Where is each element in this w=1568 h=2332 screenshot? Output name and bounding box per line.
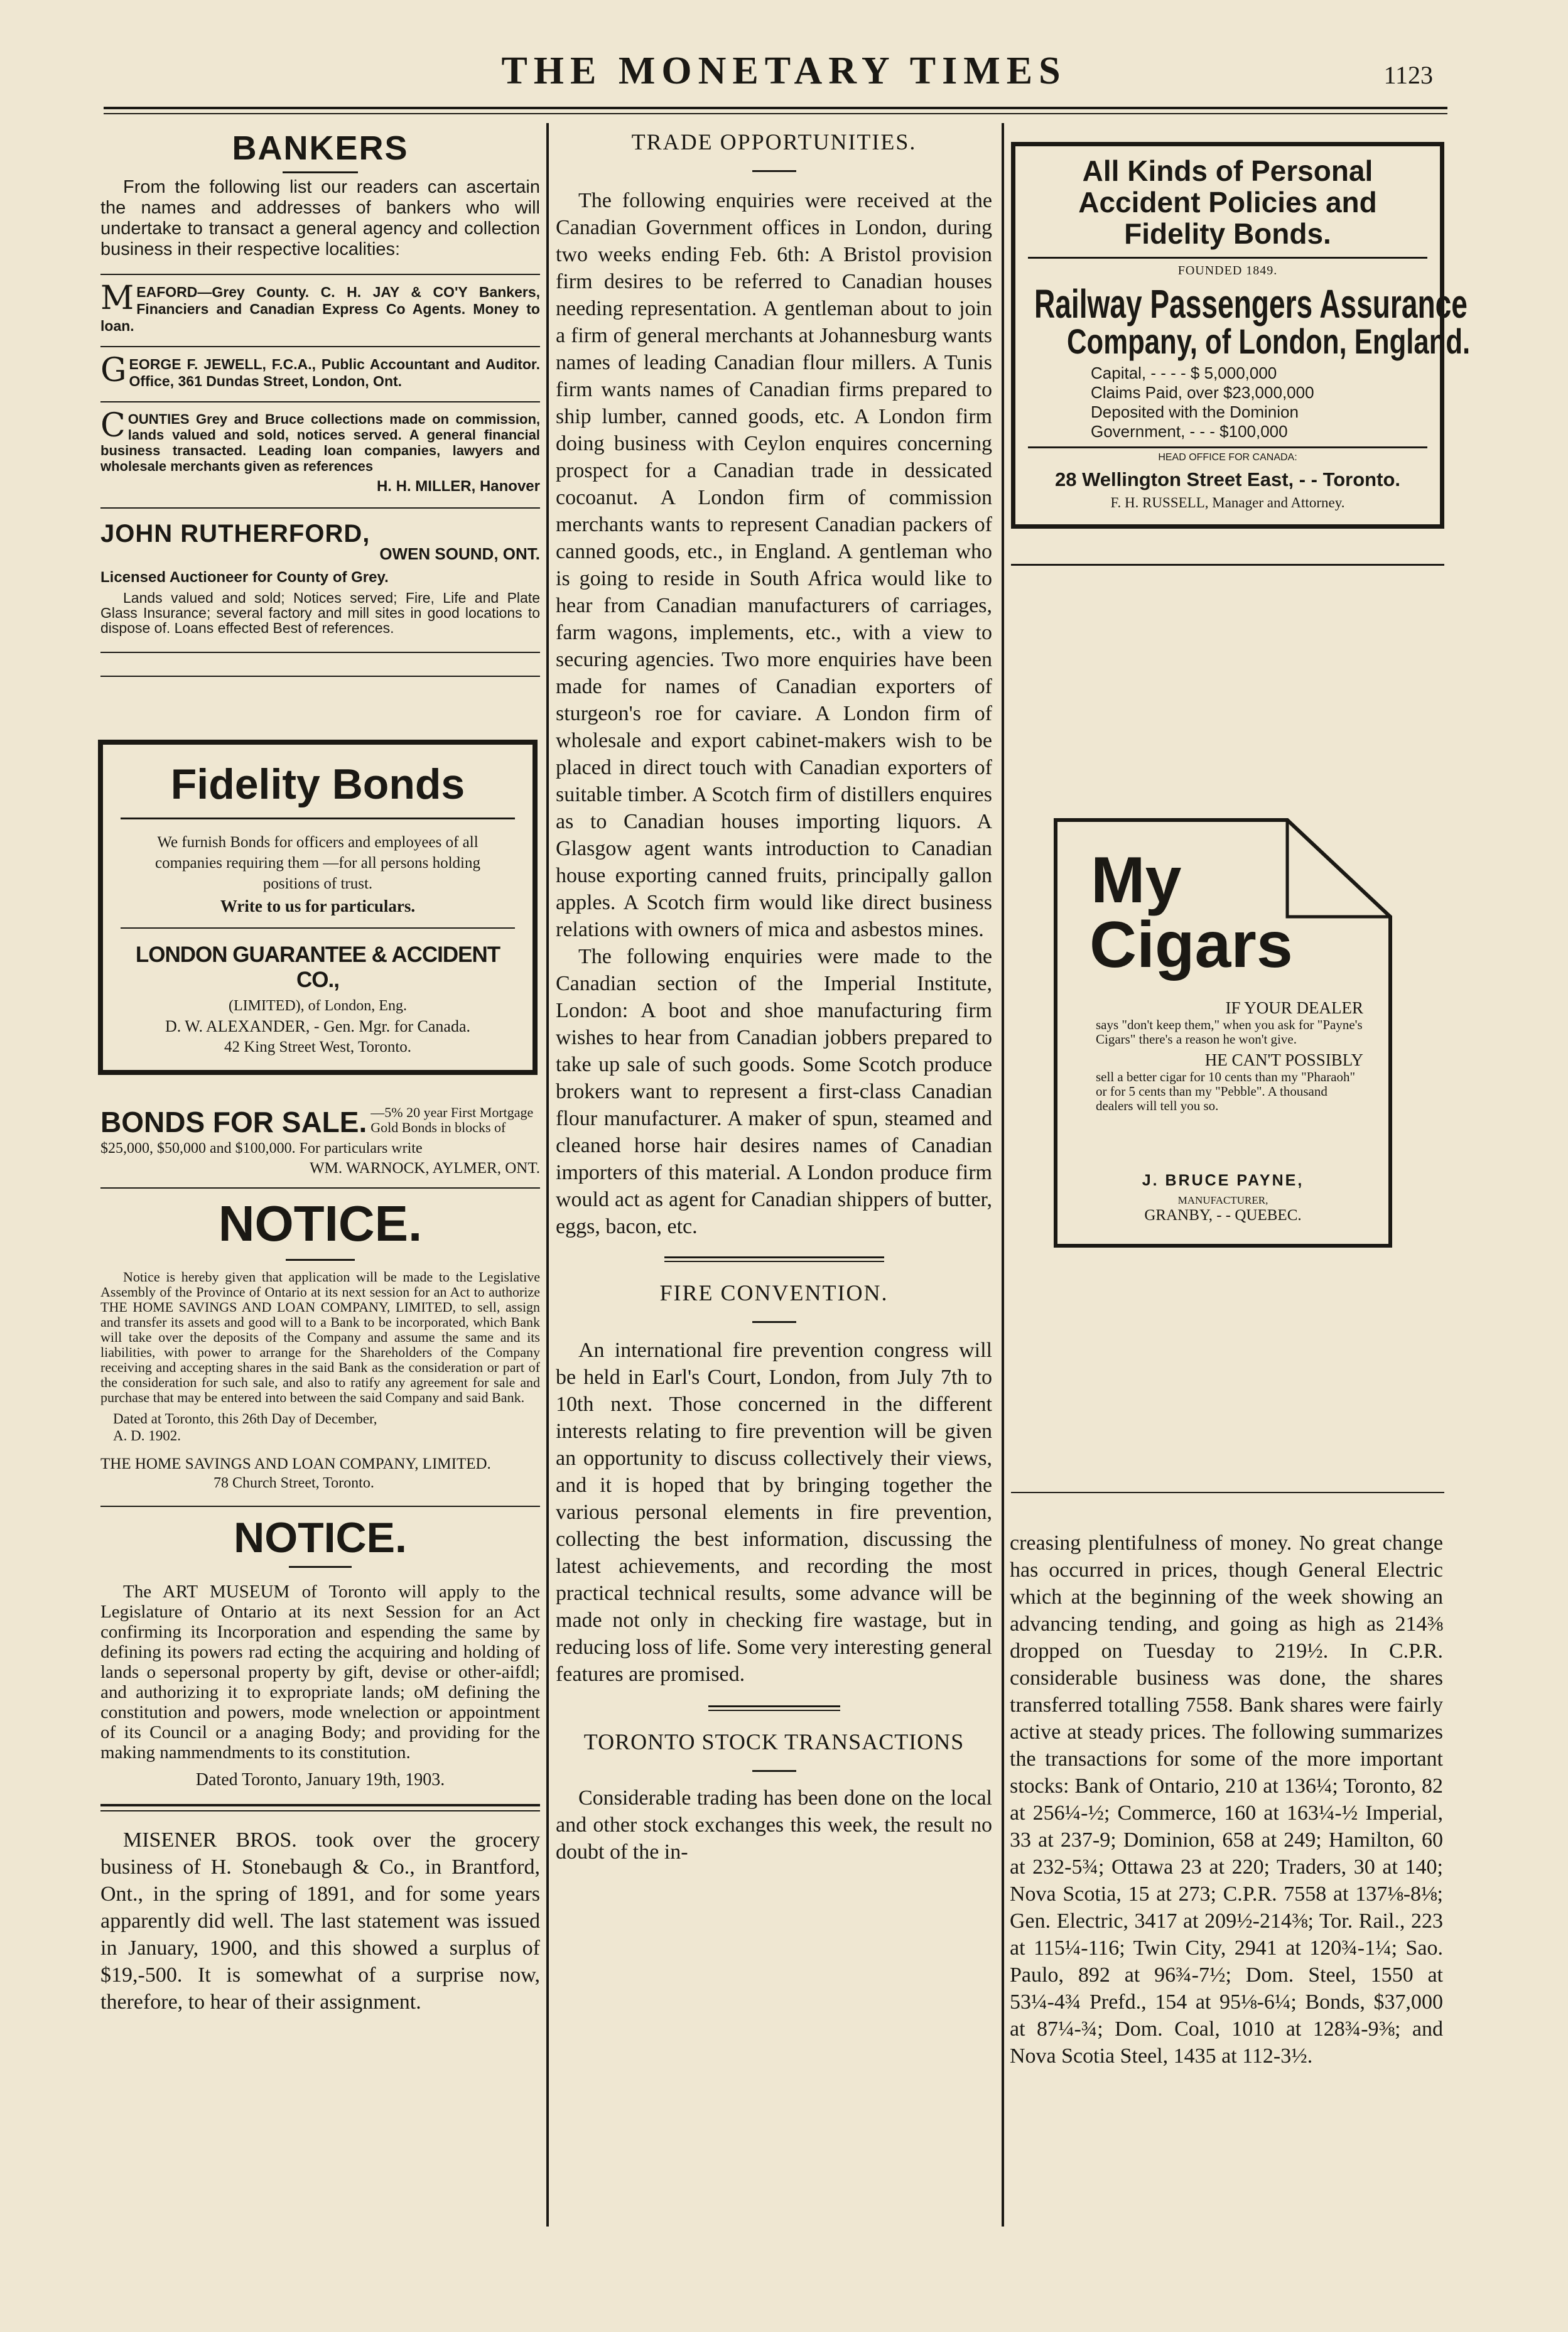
- banker-entry-text: EORGE F. JEWELL, F.C.A., Public Accountant and Auditor. Office, 361 Dundas Street, London, Ont.: [129, 356, 540, 389]
- cigars-place: GRANBY, - - QUEBEC.: [1144, 1207, 1302, 1224]
- railway-head-office: HEAD OFFICE FOR CANADA:: [1158, 452, 1297, 463]
- notice1-dated: Dated at Toronto, this 26th Day of December, A. D. 1902.: [113, 1411, 377, 1444]
- fidelity-line2: Write to us for particulars.: [220, 897, 416, 915]
- cigars-text: [1096, 998, 1366, 1113]
- bonds-for-sale-ad: [100, 1105, 540, 1177]
- notice2-dated: Dated Toronto, January 19th, 1903.: [195, 1770, 445, 1789]
- column-divider: [546, 123, 549, 2227]
- bonds-text2: $25,000, $50,000 and $100,000. For particulars write: [100, 1140, 423, 1157]
- stock-transactions-continued: creasing plentifulness of money. No great change has occurred in prices, though General Electric which at the beginning of the week showing an advancing tending, and going as high as 214⅜ dropped on Tuesday to 219½. In C.P.R. considerable business was done, the shares transferred totalling 7558. Bank shares were fairly active at steady prices. The following summarizes the transactions for some of the more important stocks: Bank of Ontario, 210 at 136¼; Toronto, 82 at 256¼-½; Commerce, 160 at 163¼-½ Imperial, 33 at 237-9; Dominion, 658 at 249; Hamilton, 60 at 232-5¾; Ottawa 23 at 220; Traders, 30 at 140; Nova Scotia, 15 at 273; C.P.R. 7558 at 137⅛-8⅛; Gen. Electric, 3417 at 209½-214⅜; Tor. Rail., 223 at 115¼-116; Twin City, 2941 at 120¾-1¼; Sao. Paulo, 892 at 96¾-7½; Dom. Steel, 1550 at 53¼-4¾ Prefd., 154 at 95⅛-6¼; Bonds, $37,000 at 87¼-¾; Dom. Coal, 1010 at 128¾-9⅜; and Nova Scotia Steel, 1435 at 112-3½.: [1010, 1531, 1443, 2068]
- railway-headline: All Kinds of Personal Accident Policies and Fidelity Bonds.: [1078, 154, 1377, 250]
- cigars-maker-sub: MANUFACTURER,: [1177, 1194, 1268, 1206]
- title-rule: [752, 170, 796, 172]
- divider: [100, 676, 540, 677]
- notice1-title: NOTICE.: [218, 1196, 423, 1251]
- divider: [1011, 1492, 1444, 1493]
- fidelity-bonds-ad: [98, 740, 538, 1075]
- left-column-lower: [100, 1105, 540, 2016]
- fire-paragraph: An international fire prevention congress will be held in Earl's Court, London, from July 7th to 10th next. Those concerned in the different interests relating to fire prevention will be given an opportunity to discuss collectively their views, and it is hoped that by bringing together the various personal elements in fire prevention, collecting the best information, discussing the latest achievements, and recording the most practical technical results, some advance will be made not only in checking fire wastage, but in reducing loss of life. Some very interesting general features are promised.: [556, 1339, 992, 1686]
- divider: [100, 274, 540, 275]
- railway-manager: F. H. RUSSELL, Manager and Attorney.: [1110, 495, 1345, 510]
- divider: [1011, 564, 1444, 566]
- fire-title: FIRE CONVENTION.: [659, 1280, 889, 1305]
- railway-name1: Railway Passengers Assurance: [1034, 281, 1468, 327]
- bankers-title: BANKERS: [232, 129, 409, 167]
- railway-passengers-ad: [1011, 142, 1471, 529]
- railway-capital: Capital, - - - - $ 5,000,000: [1091, 364, 1277, 382]
- left-column: [100, 129, 540, 677]
- title-rule: [289, 1566, 352, 1568]
- rutherford-place: OWEN SOUND, ONT.: [379, 544, 540, 563]
- cigars-title2: Cigars: [1089, 909, 1293, 981]
- cigars-p1-body: says "don't keep them," when you ask for "Payne's Cigars" there's a reason he won't give.: [1096, 1017, 1363, 1047]
- divider: [121, 927, 515, 929]
- drop-initial: G: [100, 352, 127, 389]
- fidelity-address: 42 King Street West, Toronto.: [224, 1039, 412, 1055]
- trade-title: TRADE OPPORTUNITIES.: [631, 129, 917, 154]
- divider: [1028, 446, 1427, 448]
- toronto-title: TORONTO STOCK TRANSACTIONS: [583, 1729, 965, 1754]
- railway-address: 28 Wellington Street East, - - Toronto.: [1055, 468, 1400, 490]
- toronto-paragraph: Considerable trading has been done on the local and other stock exchanges this week, the result no doubt of the in-: [556, 1786, 992, 1864]
- notice1-address: 78 Church Street, Toronto.: [214, 1475, 374, 1491]
- notice1-body: Notice is hereby given that application will be made to the Legislative Assembly of the Province of Ontario at its next session for an Act to authorize THE HOME SAVINGS AND LOAN COMPANY, LIMITED, to sell, assign and transfer its assets and good will to a Bank to be incorporated, which Bank will take over the deposits of the Company and assume the same and its liabilities, with power to arrange for the Shareholders of the Company receiving and accepting shares in the said Bank as the consideration or part of the consideration for such sale, and also to ratify any agreement for sale and purchase that may be entered into between the said Company and said Bank.: [100, 1269, 540, 1405]
- title-rule: [752, 1770, 796, 1772]
- divider: [1028, 257, 1427, 259]
- section-divider: [708, 1705, 840, 1707]
- rutherford-licensed: Licensed Auctioneer for County of Grey.: [100, 569, 389, 586]
- section-divider: [708, 1710, 840, 1711]
- railway-claims: Claims Paid, over $23,000,000: [1091, 383, 1314, 402]
- trade-paragraph: The following enquiries were made to the Canadian section of the Imperial Institute, London: A boot and shoe manufacturing firm wishes to hear from Canadian jobbers prepared to take up sale of such goods. Some Scotch produce brokers want to represent a first-class Canadian flour manufacturer. A maker of spun, steamed and cleaned horse hair desires names of Canadian importers of this material. A London produce firm would act as agent for Canadian shippers of butter, eggs, bacon, etc.: [556, 945, 992, 1238]
- title-rule: [752, 1321, 796, 1323]
- railway-founded: FOUNDED 1849.: [1177, 264, 1278, 278]
- header-rule-thin: [104, 113, 1447, 114]
- bonds-text1: —5% 20 year First Mortgage Gold Bonds in blocks of: [370, 1104, 534, 1135]
- cigars-p1-head: IF YOUR DEALER: [1225, 998, 1363, 1017]
- bankers-intro: From the following list our readers can ascertain the names and addresses of bankers who will undertake to transact a general agency and collection business in their respective localities:: [100, 177, 540, 259]
- bonds-title: BONDS FOR SALE.: [100, 1106, 367, 1138]
- banker-entry-text: OUNTIES Grey and Bruce collections made on commission, lands valued and sold, notices served. A general financial business transacted. Leading loan companies, lawyers and wholesale merchants given as references: [100, 411, 540, 474]
- fidelity-line1: We furnish Bonds for officers and employees of all companies requiring them —for all persons holding positions of trust.: [155, 834, 480, 892]
- banker-signature: H. H. MILLER, Hanover: [376, 478, 540, 495]
- divider: [100, 1187, 540, 1189]
- section-divider: [664, 1261, 884, 1262]
- divider: [100, 507, 540, 509]
- banker-entry: [100, 407, 540, 495]
- railway-name-wrap: [1028, 281, 1468, 327]
- railway-name2: Company, of London, England.: [1067, 321, 1471, 361]
- fidelity-title: Fidelity Bonds: [170, 760, 465, 808]
- cigars-title1: My: [1091, 844, 1182, 917]
- rutherford-ad: [100, 520, 540, 635]
- notice2-title: NOTICE.: [234, 1514, 407, 1562]
- title-rule: [286, 1259, 355, 1261]
- trade-paragraph: The following enquiries were received at the Canadian Government offices in London, during two weeks ending Feb. 6th: A Bristol provision firm desires to be referred to Canadian houses needing representation. A gentleman about to join a firm of general merchants at Johannesburg wants names of leading Canadian flour millers. A Tunis firm wants names of Canadian firms prepared to ship lumber, canned goods, etc. A London firm doing business with Ceylon enquires concerning prospect for a Canadian trade in dessicated cocoanut. A London firm of commission merchants wants to represent Canadian packers of canned goods, etc., in England. A gentleman who is going to reside in South Africa would like to hear from Canadian manufacturers of carriages, farm wagons, implements, etc., with a view to securing agencies. Two more enquiries have been made for names of Canadian exporters of sturgeon's roe for caviare. A London firm of wholesale and export cabinet-makers wish to be placed in direct touch with Canadian exporters of suitable timber. A Scotch firm of distillers enquires as to Canadian houses importing liquors. A Glasgow agent wants introduction to Canadian house exporting canned fruits, principally gallon apples. A Scotch firm would like direct business relations with owners of mica and asbestos mines.: [556, 189, 992, 941]
- rutherford-name: JOHN RUTHERFORD,: [100, 520, 370, 548]
- title-rule: [283, 171, 358, 173]
- fidelity-manager: D. W. ALEXANDER, - Gen. Mgr. for Canada.: [165, 1017, 470, 1035]
- cigars-ad: [1052, 816, 1394, 1250]
- banker-entry: [100, 352, 540, 390]
- misener-article: MISENER BROS. took over the grocery business of H. Stonebaugh & Co., in Brantford, Ont., in the spring of 1891, and for some years apparently did well. The last statement was issued in January, 1900, and this showed a surplus of $19,-500. It is somewhat of a surprise now, therefore, to hear of their assignment.: [100, 1828, 540, 2014]
- cigars-p2-body: sell a better cigar for 10 cents than my "Pharaoh" or for 5 cents than my "Pebble". A thousand dealers will tell you so.: [1096, 1069, 1356, 1113]
- banker-entry-text: EAFORD—Grey County. C. H. JAY & CO'Y Bankers, Financiers and Canadian Express Co Agents. Money to loan.: [100, 284, 540, 334]
- divider: [121, 818, 515, 819]
- divider: [100, 1506, 540, 1507]
- divider: [100, 401, 540, 402]
- fidelity-company: LONDON GUARANTEE & ACCIDENT CO.,: [135, 942, 500, 992]
- cigars-p2-head: HE CAN'T POSSIBLY: [1204, 1050, 1363, 1069]
- banker-entry: [100, 279, 540, 335]
- notice2-body: The ART MUSEUM of Toronto will apply to the Legislature of Ontario at its next Session for an Act confirming its Incorporation and espending the same by defining its powers rad ecting the acquiring and holding of lands o sepersonal property by gift, devise or other-aifdl; and authorizing it to expropriate lands; oM defining the constitution and powers, mode wnelection or appointment of its Council or a anaging Body; and providing for the making nammendments to its constitution.: [100, 1582, 540, 1762]
- divider: [100, 1804, 540, 1806]
- drop-initial: C: [100, 407, 126, 445]
- column-divider: [1002, 123, 1004, 2227]
- publication-title: THE MONETARY TIMES: [501, 50, 1067, 92]
- divider: [100, 1810, 540, 1811]
- header-rule: [104, 107, 1447, 109]
- cigars-maker: J. BRUCE PAYNE,: [1142, 1172, 1304, 1189]
- railway-name-wrap2: [1028, 321, 1471, 361]
- middle-column: [556, 129, 992, 1865]
- bonds-signature: WM. WARNOCK, AYLMER, ONT.: [310, 1160, 540, 1177]
- railway-deposited2: Government, - - - $100,000: [1091, 422, 1288, 441]
- divider: [100, 346, 540, 347]
- railway-deposited1: Deposited with the Dominion: [1091, 402, 1299, 421]
- divider: [100, 652, 540, 653]
- section-divider: [664, 1256, 884, 1258]
- drop-initial: M: [100, 279, 134, 317]
- page-number: 1123: [1383, 61, 1433, 89]
- rutherford-text: Lands valued and sold; Notices served; Fire, Life and Plate Glass Insurance; several factory and mill sites in good locations to dispose of. Loans effected Best of references.: [100, 590, 540, 636]
- notice1-company: THE HOME SAVINGS AND LOAN COMPANY, LIMITED.: [100, 1455, 491, 1472]
- fidelity-company-sub: (LIMITED), of London, Eng.: [229, 998, 407, 1014]
